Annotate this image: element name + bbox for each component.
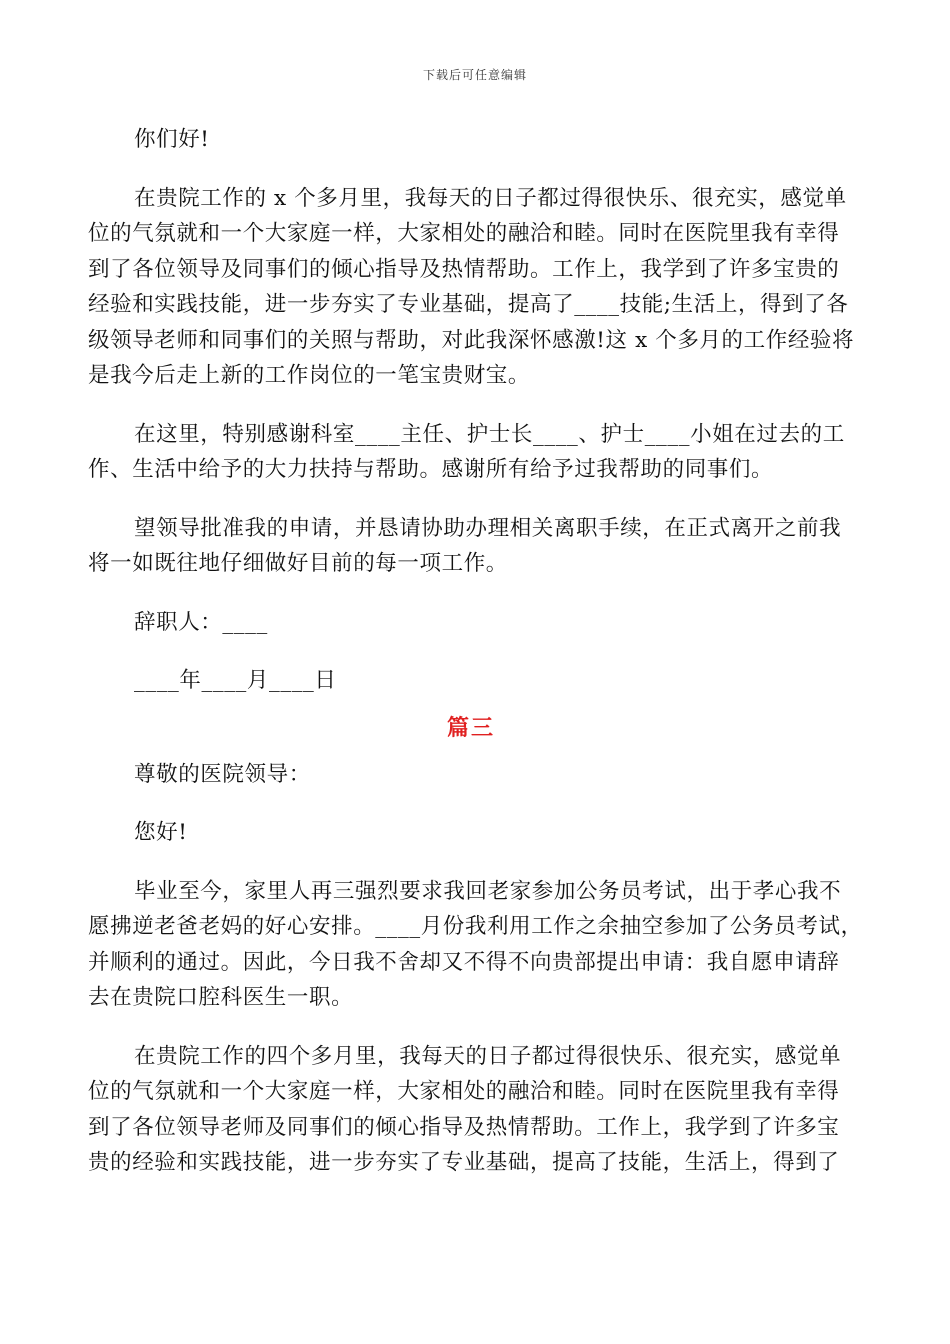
paragraph-line: 毕业至今，家里人再三强烈要求我回老家参加公务员考试，出于孝心我不 <box>134 878 842 904</box>
section-title: 篇三 <box>446 714 495 741</box>
paragraph-line: 经验和实践技能，进一步夯实了专业基础，提高了____技能;生活上，得到了各 <box>88 292 849 317</box>
paragraph-line: 级领导老师和同事们的关照与帮助，对此我深怀感激!这 x 个多月的工作经验将 <box>88 327 855 353</box>
paragraph-line: 望领导批准我的申请，并恳请协助办理相关离职手续，在正式离开之前我 <box>134 515 842 541</box>
document-body <box>88 122 863 1181</box>
paragraph-line: 在贵院工作的 x 个多月里，我每天的日子都过得很快乐、很充实，感觉单 <box>134 185 847 211</box>
paragraph-line: 将一如既往地仔细做好目前的每一项工作。 <box>88 551 508 576</box>
paragraph-gratitude <box>88 181 854 394</box>
date-line: ____年____月____日 <box>134 668 337 693</box>
paragraph-request <box>88 511 854 582</box>
paragraph-line: 贵的经验和实践技能，进一步夯实了专业基础，提高了技能，生活上，得到了 <box>88 1150 840 1175</box>
paragraph-line: 到了各位领导及同事们的倾心指导及热情帮助。工作上，我学到了许多宝贵的 <box>88 256 840 282</box>
paragraph-line: 作、生活中给予的大力扶持与帮助。感谢所有给予过我帮助的同事们。 <box>88 457 774 482</box>
paragraph-thanks <box>88 417 854 488</box>
paragraph-line: 位的气氛就和一个大家庭一样，大家相处的融洽和睦。同时在医院里我有幸得 <box>88 221 840 246</box>
greeting-line: 你们好! <box>134 127 210 152</box>
paragraph-line: 并顺利的通过。因此，今日我不舍却又不得不向贵部提出申请：我自愿申请辞 <box>88 949 840 975</box>
paragraph-experience <box>88 1039 854 1181</box>
signer-line: 辞职人：____ <box>134 609 268 635</box>
paragraph-line: 在贵院工作的四个多月里，我每天的日子都过得很快乐、很充实，感觉单 <box>134 1043 842 1069</box>
paragraph-line: 到了各位领导老师及同事们的倾心指导及热情帮助。工作上，我学到了许多宝 <box>88 1114 840 1140</box>
salutation-line: 尊敬的医院领导： <box>134 761 311 787</box>
paragraph-line: 是我今后走上新的工作岗位的一笔宝贵财宝。 <box>88 363 531 388</box>
paragraph-line: 去在贵院口腔科医生一职。 <box>88 985 354 1010</box>
paragraph-line: 愿拂逆老爸老妈的好心安排。____月份我利用工作之余抽空参加了公务员考试， <box>88 914 863 939</box>
paragraph-line: 在这里，特别感谢科室____主任、护士长____、护士____小姐在过去的工 <box>134 421 845 447</box>
paragraph-line: 位的气氛就和一个大家庭一样，大家相处的融洽和睦。同时在医院里我有幸得 <box>88 1079 840 1104</box>
paragraph-reason <box>88 874 863 1016</box>
greeting-line: 您好! <box>134 820 188 845</box>
page-header: 下载后可任意编辑 <box>422 68 527 82</box>
